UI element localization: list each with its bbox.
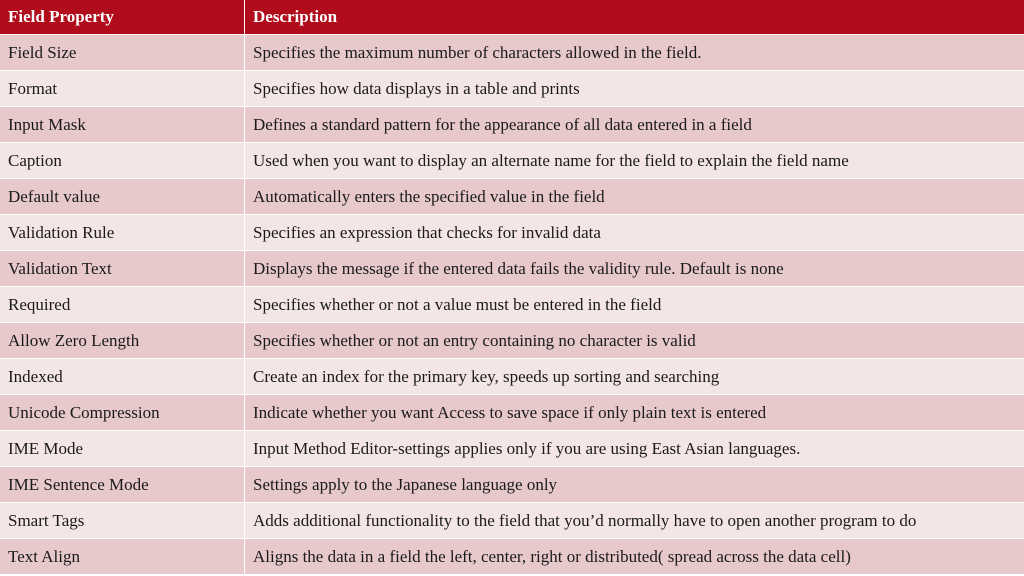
field-property-cell: Format (0, 71, 245, 107)
description-cell: Specifies the maximum number of characters allowed in the field. (245, 35, 1024, 71)
field-property-cell: Allow Zero Length (0, 323, 245, 359)
description-cell: Aligns the data in a field the left, center, right or distributed( spread across the data cell) (245, 539, 1024, 575)
field-property-cell: Smart Tags (0, 503, 245, 539)
description-cell: Settings apply to the Japanese language only (245, 467, 1024, 503)
field-property-cell: Field Size (0, 35, 245, 71)
description-cell: Adds additional functionality to the field that you’d normally have to open another program to do (245, 503, 1024, 539)
field-property-cell: Required (0, 287, 245, 323)
field-property-cell: IME Sentence Mode (0, 467, 245, 503)
table-row (0, 251, 1024, 287)
description-cell: Specifies whether or not an entry containing no character is valid (245, 323, 1024, 359)
table-row (0, 395, 1024, 431)
field-property-cell: IME Mode (0, 431, 245, 467)
description-cell: Displays the message if the entered data fails the validity rule. Default is none (245, 251, 1024, 287)
field-property-cell: Caption (0, 143, 245, 179)
table-row (0, 539, 1024, 575)
field-property-cell: Input Mask (0, 107, 245, 143)
table-row (0, 431, 1024, 467)
table-row (0, 467, 1024, 503)
description-cell: Create an index for the primary key, speeds up sorting and searching (245, 359, 1024, 395)
table-row (0, 215, 1024, 251)
description-cell: Input Method Editor-settings applies only if you are using East Asian languages. (245, 431, 1024, 467)
description-cell: Indicate whether you want Access to save space if only plain text is entered (245, 395, 1024, 431)
field-property-cell: Validation Text (0, 251, 245, 287)
description-cell: Specifies how data displays in a table and prints (245, 71, 1024, 107)
field-property-cell: Validation Rule (0, 215, 245, 251)
table-row (0, 359, 1024, 395)
field-property-cell: Text Align (0, 539, 245, 575)
table-row (0, 143, 1024, 179)
description-cell: Used when you want to display an alternate name for the field to explain the field name (245, 143, 1024, 179)
table-row (0, 35, 1024, 71)
table-row (0, 179, 1024, 215)
table-row (0, 323, 1024, 359)
description-cell: Specifies an expression that checks for invalid data (245, 215, 1024, 251)
table-row (0, 503, 1024, 539)
header-field-property: Field Property (0, 0, 245, 35)
table-body (0, 35, 1024, 575)
header-description: Description (245, 0, 1024, 35)
description-cell: Specifies whether or not a value must be entered in the field (245, 287, 1024, 323)
description-cell: Automatically enters the specified value in the field (245, 179, 1024, 215)
field-property-cell: Default value (0, 179, 245, 215)
field-property-cell: Unicode Compression (0, 395, 245, 431)
description-cell: Defines a standard pattern for the appearance of all data entered in a field (245, 107, 1024, 143)
field-property-cell: Indexed (0, 359, 245, 395)
table-row (0, 71, 1024, 107)
table-header-row (0, 0, 1024, 35)
table-row (0, 287, 1024, 323)
table-row (0, 107, 1024, 143)
